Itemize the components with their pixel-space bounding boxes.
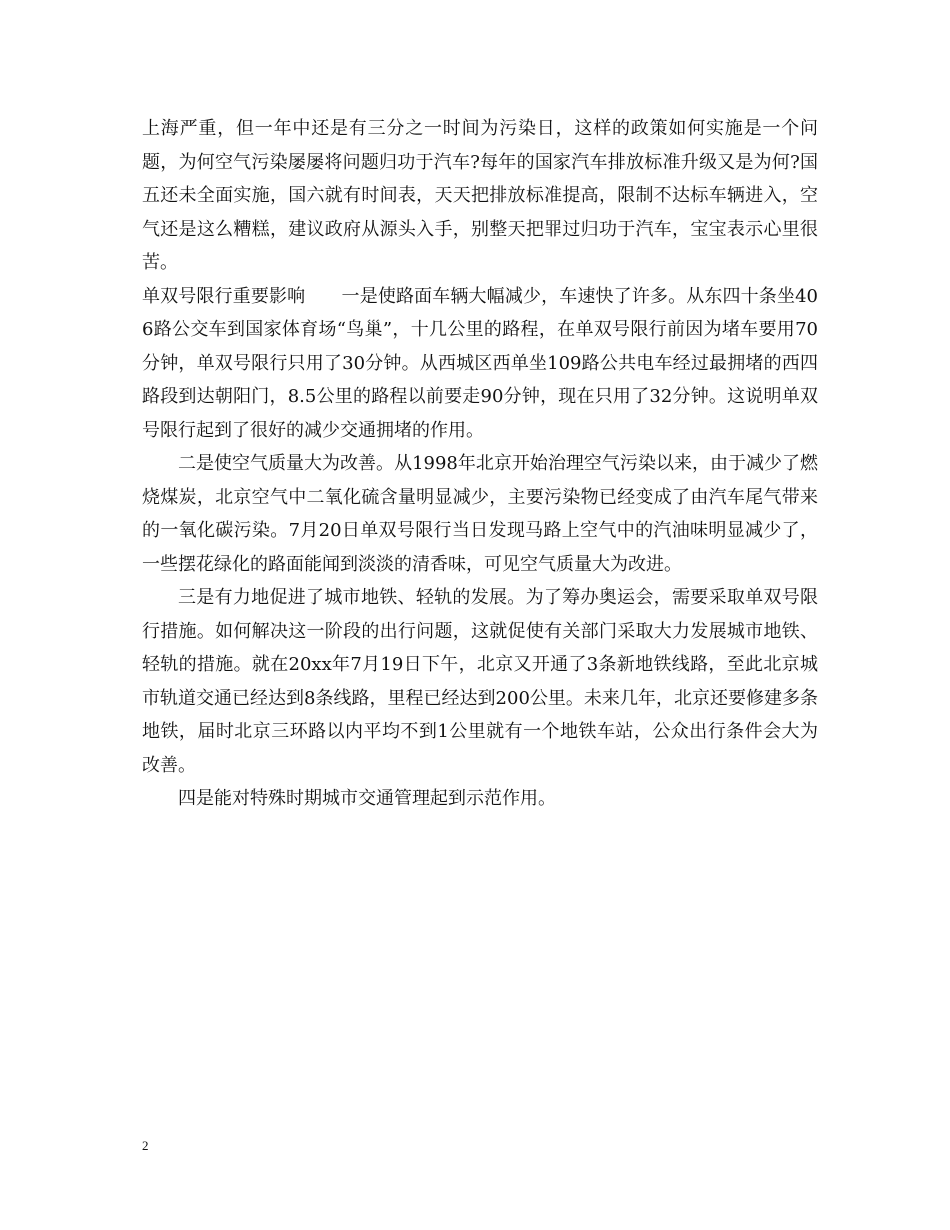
- paragraph-traffic-management: 四是能对特殊时期城市交通管理起到示范作用。: [178, 788, 556, 809]
- paragraph-subway-development: 三是有力地促进了城市地铁、轻轨的发展。为了筹办奥运会，需要采取单双号限行措施。如何解决这一阶段的出行问题，这就促使有关部门采取大力发展城市地铁、轻轨的措施。就在20xx年7月19日下午，北京又开通了3条新地铁线路，至此北京城市轨道交通已经达到8条线路，里程已经达到200公里。未来几年，北京还要修建多条地铁，届时北京三环路以内平均不到1公里就有一个地铁车站，公众出行条件会大为改善。: [142, 587, 818, 776]
- paragraph-odd-even-impact: 单双号限行重要影响 一是使路面车辆大幅减少，车速快了许多。从东四十条坐406路公交车到国家体育场“鸟巢”，十几公里的路程，在单双号限行前因为堵车要用70分钟，单双号限行只用了30分钟。从西城区西单坐109路公共电车经过最拥堵的西四路段到达朝阳门，8.5公里的路程以前要走90分钟，现在只用了32分钟。这说明单双号限行起到了很好的减少交通拥堵的作用。: [142, 285, 818, 441]
- paragraph-air-quality: 二是使空气质量大为改善。从1998年北京开始治理空气污染以来，由于减少了燃烧煤炭，北京空气中二氧化硫含量明显减少，主要污染物已经变成了由汽车尾气带来的一氧化碳污染。7月20日单双号限行当日发现马路上空气中的汽油味明显减少了，一些摆花绿化的路面能闻到淡淡的清香味，可见空气质量大为改进。: [142, 453, 818, 575]
- paragraph-continuation: 上海严重，但一年中还是有三分之一时间为污染日，这样的政策如何实施是一个问题，为何空气污染屡屡将问题归功于汽车?每年的国家汽车排放标准升级又是为何?国五还未全面实施，国六就有时间表，天天把排放标准提高，限制不达标车辆进入，空气还是这么糟糕，建议政府从源头入手，别整天把罪过归功于汽车，宝宝表示心里很苦。: [142, 118, 819, 273]
- document-body: [142, 112, 818, 816]
- page-number: 2: [142, 1138, 149, 1153]
